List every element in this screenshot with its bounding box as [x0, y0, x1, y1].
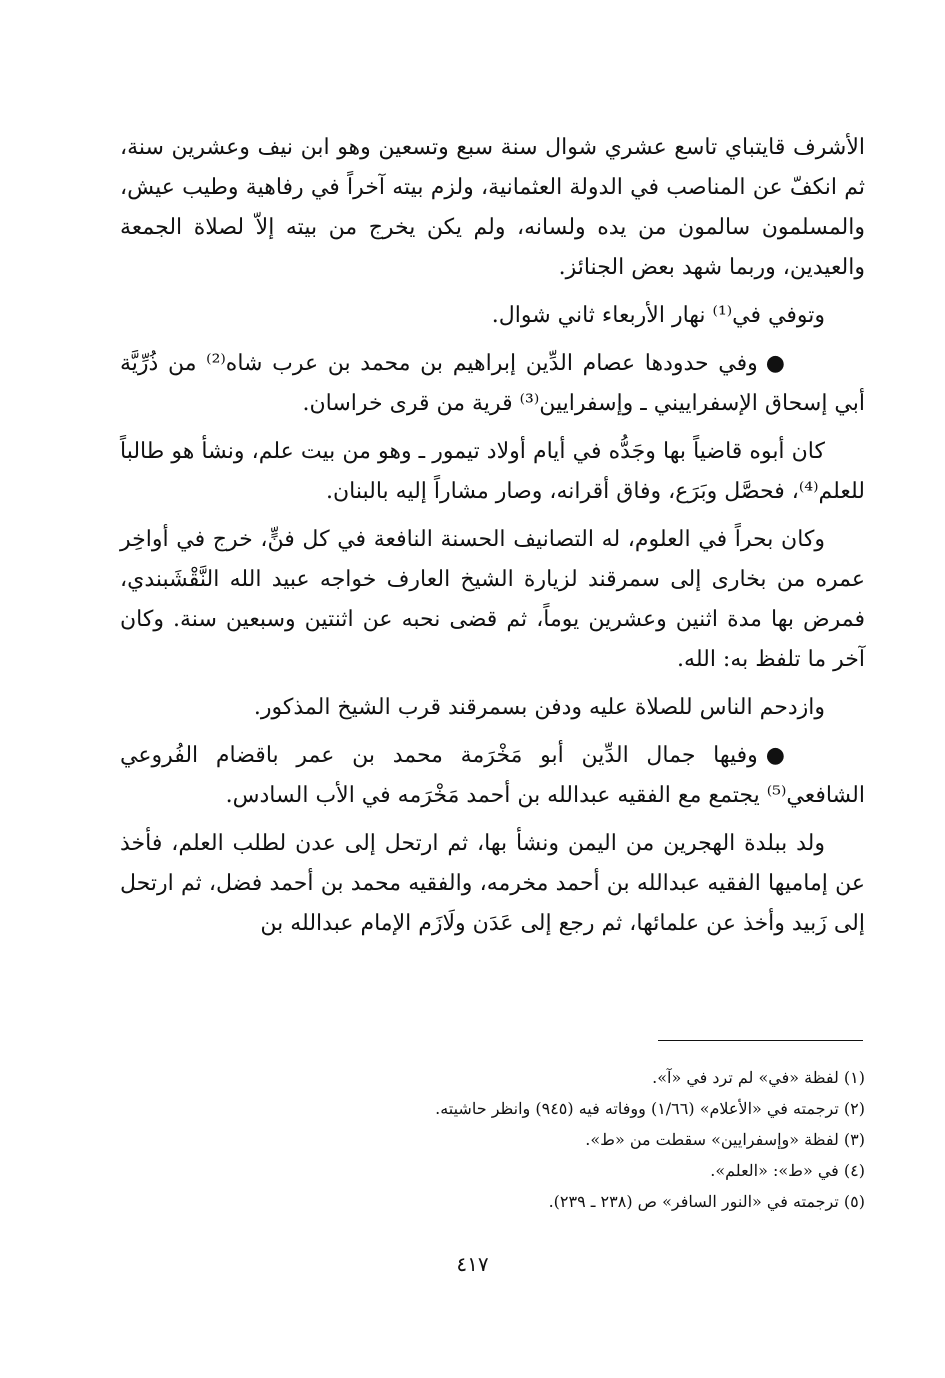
footnote-4: (٤) في «ط»: «العلم».	[710, 1161, 865, 1180]
paragraph-2	[120, 296, 865, 336]
paragraph-text: ولد ببلدة الهجرين من اليمن ونشأ بها، ثم ارتحل إلى عدن لطلب العلم، فأخذ عن إماميها الفقيه عبدالله بن أحمد مخرمه، والفقيه محمد بن أحمد فضل، ثم ارتحل إلى زَبيد وأخذ عن علمائها، ثم رجع إلى عَدَن ولَازَم الإمام عبدالله بن	[120, 831, 865, 936]
main-text-block	[120, 128, 865, 952]
paragraph-text: وازدحم الناس للصلاة عليه ودفن بسمرقند قرب الشيخ المذكور.	[253, 695, 825, 720]
paragraph-text: وفي حدودها عصام الدِّين إبراهيم بن محمد بن عرب شاه⁽²⁾ من ذُرِّيَّة أبي إسحاق الإسفراييني ـ وإسفرايين⁽³⁾ قرية من قرى خراسان.	[120, 351, 865, 416]
body-text	[120, 128, 865, 944]
paragraph-text: وتوفي في⁽¹⁾ نهار الأربعاء ثاني شوال.	[491, 303, 825, 328]
paragraph-5	[120, 520, 865, 680]
footnote-separator	[658, 1040, 863, 1041]
paragraph-text: وفيها جمال الدِّين أبو مَخْرَمة محمد بن عمر باقضام الفُروعي الشافعي⁽⁵⁾ يجتمع مع الفقيه عبدالله بن أحمد مَخْرَمه في الأب السادس.	[120, 743, 865, 808]
paragraph-4	[120, 432, 865, 512]
paragraph-6	[120, 688, 865, 728]
paragraph-text: وكان بحراً في العلوم، له التصانيف الحسنة النافعة في كل فنٍّ، خرج في أواخِر عمره من بخارى إلى سمرقند لزيارة الشيخ العارف خواجه عبيد الله النَّقْشَبندي، فمرض بها مدة اثنين وعشرين يوماً، ثم قضى نحبه عن اثنتين وسبعين سنة. وكان آخر ما تلفظ به: الله.	[120, 527, 865, 672]
paragraph-text: الأشرف قايتباي تاسع عشري شوال سنة سبع وتسعين وهو ابن نيف وعشرين سنة، ثم انكفّ عن المناصب في الدولة العثمانية، ولزم بيته آخراً في رفاهية وطيب عيش، والمسلمون سالمون من يده ولسانه، ولم يكن يخرج من بيته إلاّ لصلاة الجمعة والعيدين، وربما شهد بعض الجنائز.	[120, 135, 865, 280]
bullet-icon: ●	[765, 743, 785, 768]
paragraph-7	[120, 736, 865, 816]
page-number: ٤١٧	[456, 1252, 489, 1276]
footnote-2: (٢) ترجمته في «الأعلام» (١/٦٦) ووفاته فيه (٩٤٥) وانظر حاشيته.	[435, 1099, 865, 1118]
footnote-5: (٥) ترجمته في «النور السافر» ص (٢٣٨ ـ ٢٣٩).	[548, 1192, 865, 1211]
footnotes	[120, 1062, 865, 1217]
paragraph-text: كان أبوه قاضياً بها وجَدُّه في أيام أولاد تيمور ـ وهو من بيت علم، ونشأ هو طالباً للعلم⁽⁴⁾، فحصَّل وبَرَع، وفاق أقرانه، وصار مشاراً إليه بالبنان.	[120, 439, 865, 504]
paragraph-1	[120, 128, 865, 288]
bullet-icon: ●	[765, 351, 785, 376]
footnote-3: (٣) لفظة «وإسفرايين» سقطت من «ط».	[585, 1130, 865, 1149]
paragraph-8	[120, 824, 865, 944]
footnote-1: (١) لفظة «في» لم ترد في «آ».	[652, 1068, 865, 1087]
paragraph-3	[120, 344, 865, 424]
